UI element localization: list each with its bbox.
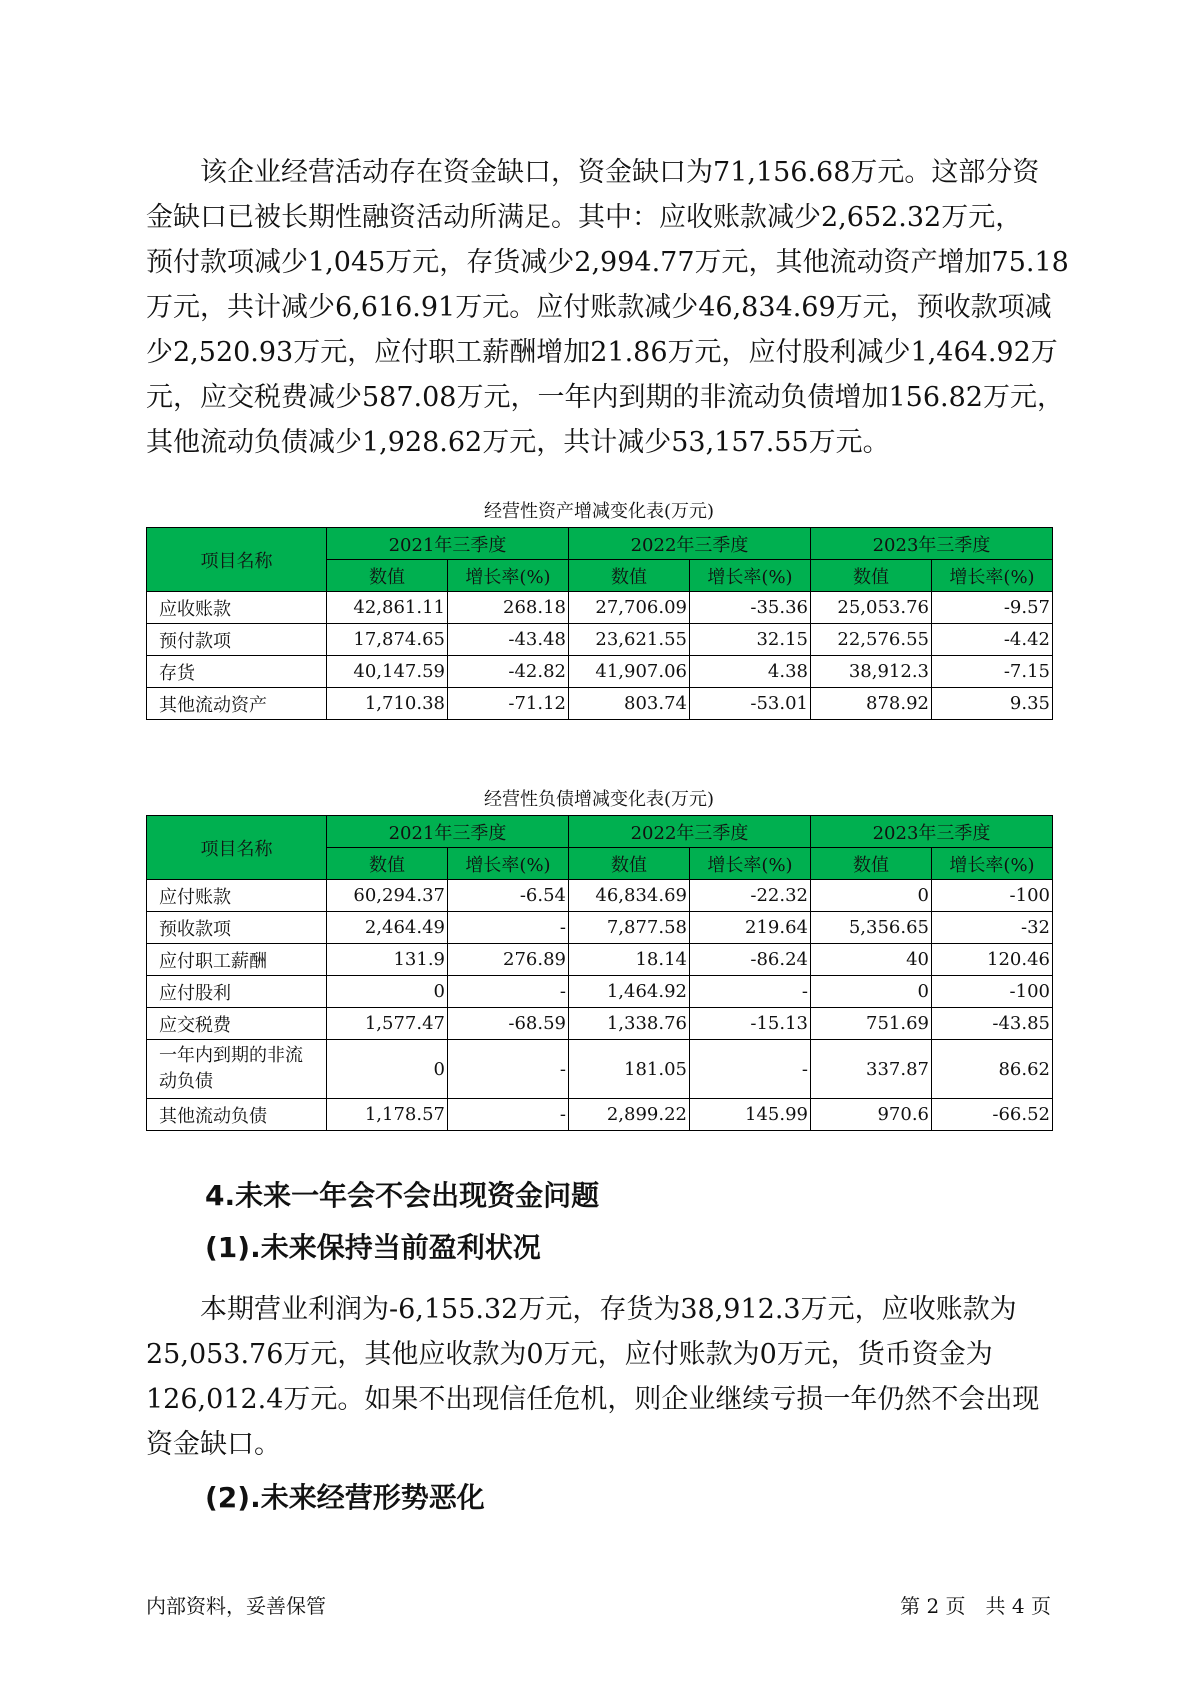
subsection-heading: (1).未来保持当前盈利状况 [205, 1231, 541, 1264]
cell: 0 [811, 880, 932, 912]
value-header: 数值 [811, 560, 932, 592]
growth-header: 增长率(%) [448, 560, 569, 592]
paragraph-line: 126,012.4万元。如果不出现信任危机，则企业继续亏损一年仍然不会出现 [146, 1384, 1040, 1415]
cell: 0 [327, 976, 448, 1008]
cell: 32.15 [690, 624, 811, 656]
cell: 17,874.65 [327, 624, 448, 656]
cell: -43.48 [448, 624, 569, 656]
cell: -100 [932, 976, 1053, 1008]
cell: 7,877.58 [569, 912, 690, 944]
cell: 1,577.47 [327, 1008, 448, 1040]
row-label: 应付股利 [147, 976, 327, 1008]
value-header: 数值 [569, 848, 690, 880]
cell: -100 [932, 880, 1053, 912]
cell: -9.57 [932, 592, 1053, 624]
cell: -35.36 [690, 592, 811, 624]
table-caption: 经营性负债增减变化表(万元) [483, 789, 715, 810]
growth-header: 增长率(%) [448, 848, 569, 880]
row-label: 应交税费 [147, 1008, 327, 1040]
cell: 0 [327, 1040, 448, 1099]
row-label-line: 动负债 [159, 1071, 213, 1092]
cell: 337.87 [811, 1040, 932, 1099]
paragraph-line: 25,053.76万元，其他应收款为0万元，应付账款为0万元，货币资金为 [146, 1339, 993, 1370]
cell: 60,294.37 [327, 880, 448, 912]
cell: 41,907.06 [569, 656, 690, 688]
section-heading: 4.未来一年会不会出现资金问题 [205, 1179, 600, 1212]
period-header: 2021年三季度 [327, 528, 569, 560]
row-label-line: 一年内到期的非流 [159, 1045, 303, 1066]
paragraph-line: 其他流动负债减少1,928.62万元，共计减少53,157.55万元。 [146, 427, 890, 458]
row-label: 存货 [147, 656, 327, 688]
cell: 2,464.49 [327, 912, 448, 944]
table-row [147, 1008, 1053, 1040]
cell: 23,621.55 [569, 624, 690, 656]
item-name-header: 项目名称 [147, 528, 327, 592]
cell: 40 [811, 944, 932, 976]
table-row [147, 912, 1053, 944]
operating-liabilities-table [146, 815, 1053, 1131]
table-row [147, 1099, 1053, 1131]
cell: -32 [932, 912, 1053, 944]
table-row [147, 688, 1053, 720]
paragraph-line: 资金缺口。 [146, 1429, 281, 1460]
cell: 268.18 [448, 592, 569, 624]
cell: 18.14 [569, 944, 690, 976]
paragraph-line: 少2,520.93万元，应付职工薪酬增加21.86万元，应付股利减少1,464.92万 [146, 337, 1058, 368]
cell: - [448, 1040, 569, 1099]
cell: 22,576.55 [811, 624, 932, 656]
table-row [147, 976, 1053, 1008]
cell: 9.35 [932, 688, 1053, 720]
cell: 5,356.65 [811, 912, 932, 944]
period-header: 2021年三季度 [327, 816, 569, 848]
cell: 1,464.92 [569, 976, 690, 1008]
period-header: 2023年三季度 [811, 816, 1053, 848]
cell: 27,706.09 [569, 592, 690, 624]
cell: 131.9 [327, 944, 448, 976]
cell: - [690, 976, 811, 1008]
table-row [147, 656, 1053, 688]
cell: 38,912.3 [811, 656, 932, 688]
cell: 219.64 [690, 912, 811, 944]
value-header: 数值 [327, 560, 448, 592]
cell: - [448, 912, 569, 944]
page-number: 第 2 页 共 4 页 [900, 1594, 1051, 1618]
cell: -66.52 [932, 1099, 1053, 1131]
table-row [147, 944, 1053, 976]
paragraph-line: 预付款项减少1,045万元，存货减少2,994.77万元，其他流动资产增加75.18 [146, 247, 1069, 278]
growth-header: 增长率(%) [932, 848, 1053, 880]
row-label [147, 1040, 327, 1099]
cell: -7.15 [932, 656, 1053, 688]
cell: -43.85 [932, 1008, 1053, 1040]
value-header: 数值 [327, 848, 448, 880]
paragraph-line: 该企业经营活动存在资金缺口，资金缺口为71,156.68万元。这部分资 [200, 157, 1040, 188]
cell: 276.89 [448, 944, 569, 976]
cell: - [690, 1040, 811, 1099]
cell: -71.12 [448, 688, 569, 720]
value-header: 数值 [569, 560, 690, 592]
row-label: 应付账款 [147, 880, 327, 912]
growth-header: 增长率(%) [932, 560, 1053, 592]
analysis-paragraph [146, 150, 1069, 465]
cell: 86.62 [932, 1040, 1053, 1099]
cell: 1,338.76 [569, 1008, 690, 1040]
cell: 4.38 [690, 656, 811, 688]
table-row [147, 1040, 1053, 1099]
cell: 0 [811, 976, 932, 1008]
operating-assets-table [146, 527, 1053, 720]
growth-header: 增长率(%) [690, 848, 811, 880]
cell: - [448, 1099, 569, 1131]
cell: 878.92 [811, 688, 932, 720]
table-row [147, 624, 1053, 656]
cell: 1,710.38 [327, 688, 448, 720]
cell: -6.54 [448, 880, 569, 912]
period-header: 2023年三季度 [811, 528, 1053, 560]
table-caption: 经营性资产增减变化表(万元) [483, 501, 715, 522]
period-header: 2022年三季度 [569, 816, 811, 848]
cell: -4.42 [932, 624, 1053, 656]
paragraph-line: 金缺口已被长期性融资活动所满足。其中：应收账款减少2,652.32万元， [146, 202, 1023, 233]
cell: - [448, 976, 569, 1008]
cell: -53.01 [690, 688, 811, 720]
cell: -42.82 [448, 656, 569, 688]
cell: -22.32 [690, 880, 811, 912]
cell: 145.99 [690, 1099, 811, 1131]
table-row [147, 592, 1053, 624]
cell: -68.59 [448, 1008, 569, 1040]
cell: 181.05 [569, 1040, 690, 1099]
item-name-header: 项目名称 [147, 816, 327, 880]
cell: 1,178.57 [327, 1099, 448, 1131]
row-label: 其他流动资产 [147, 688, 327, 720]
footer-note: 内部资料，妥善保管 [146, 1594, 326, 1618]
row-label: 预收款项 [147, 912, 327, 944]
row-label: 其他流动负债 [147, 1099, 327, 1131]
cell: 46,834.69 [569, 880, 690, 912]
profit-paragraph [146, 1287, 1058, 1467]
paragraph-line: 万元，共计减少6,616.91万元。应付账款减少46,834.69万元，预收款项减 [146, 292, 1052, 323]
growth-header: 增长率(%) [690, 560, 811, 592]
cell: -86.24 [690, 944, 811, 976]
value-header: 数值 [811, 848, 932, 880]
subsection-heading: (2).未来经营形势恶化 [205, 1481, 485, 1514]
row-label: 应收账款 [147, 592, 327, 624]
cell: 40,147.59 [327, 656, 448, 688]
paragraph-line: 元，应交税费减少587.08万元，一年内到期的非流动负债增加156.82万元， [146, 382, 1064, 413]
paragraph-line: 本期营业利润为-6,155.32万元，存货为38,912.3万元，应收账款为 [200, 1294, 1017, 1325]
cell: 751.69 [811, 1008, 932, 1040]
row-label: 应付职工薪酬 [147, 944, 327, 976]
cell: 2,899.22 [569, 1099, 690, 1131]
cell: 970.6 [811, 1099, 932, 1131]
cell: 25,053.76 [811, 592, 932, 624]
row-label: 预付款项 [147, 624, 327, 656]
period-header: 2022年三季度 [569, 528, 811, 560]
cell: 120.46 [932, 944, 1053, 976]
table-row [147, 880, 1053, 912]
cell: 42,861.11 [327, 592, 448, 624]
cell: -15.13 [690, 1008, 811, 1040]
cell: 803.74 [569, 688, 690, 720]
